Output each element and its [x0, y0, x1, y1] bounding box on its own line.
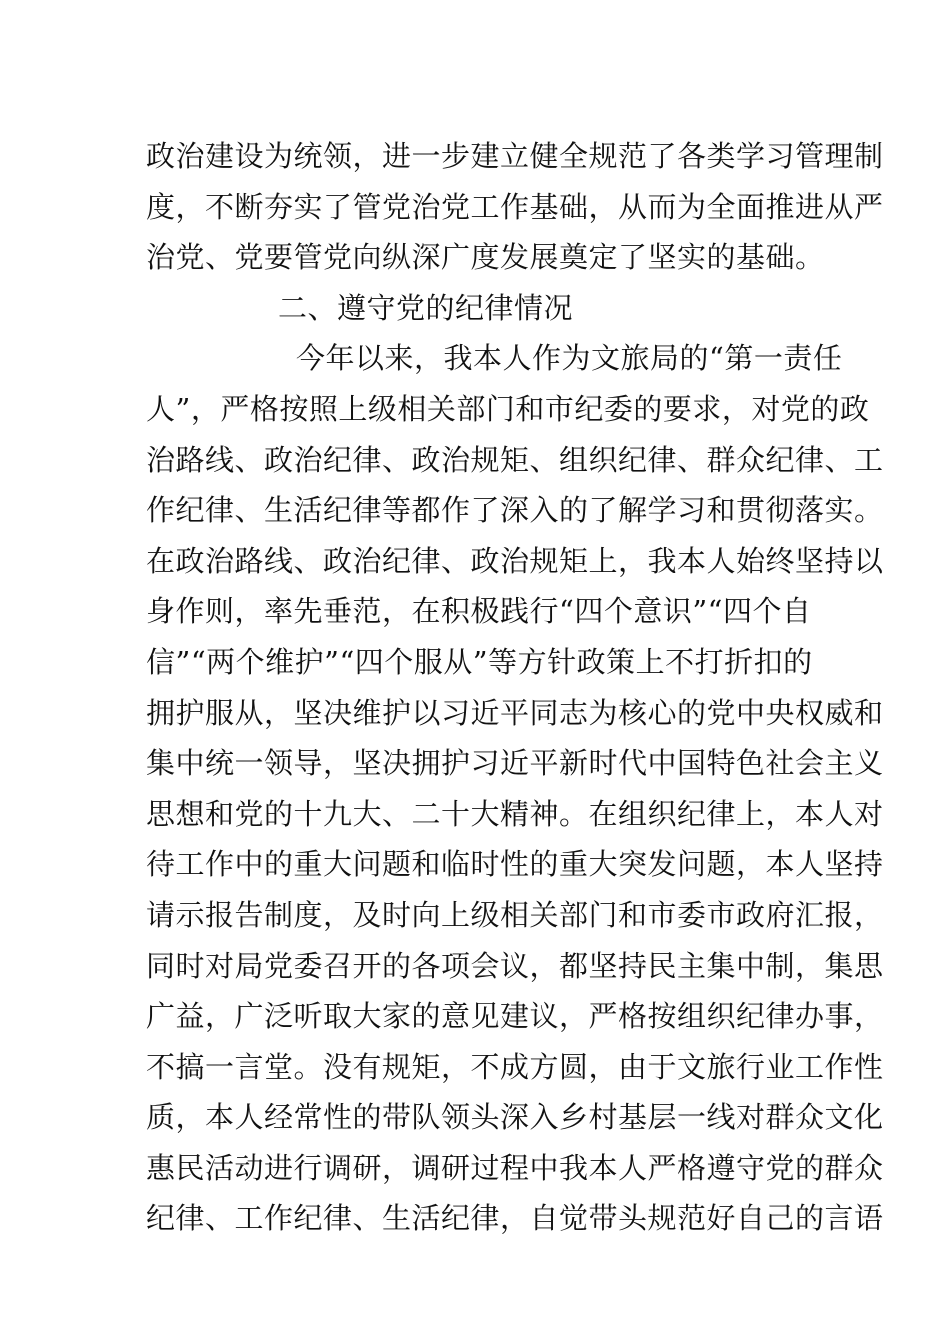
paragraph-line: 治党、党要管党向纵深广度发展奠定了坚实的基础。 — [146, 240, 825, 275]
document-body — [146, 131, 884, 1244]
paragraph-line: 思想和党的十九大、二十大精神。在组织纪律上，本人对 — [146, 796, 884, 831]
paragraph-line: 身作则，率先垂范，在积极践行“四个意识”“四个自 — [146, 594, 812, 629]
paragraph-line: 今年以来，我本人作为文旅局的“第一责任 — [296, 341, 843, 376]
paragraph-line: 质，本人经常性的带队领头深入乡村基层一线对群众文化 — [146, 1100, 884, 1135]
paragraph-line: 信”“两个维护”“四个服从”等方针政策上不打折扣的 — [146, 644, 813, 679]
section-heading: 二、遵守党的纪律情况 — [278, 290, 574, 325]
paragraph-line: 度，不断夯实了管党治党工作基础，从而为全面推进从严 — [146, 189, 884, 224]
paragraph-line: 集中统一领导，坚决拥护习近平新时代中国特色社会主义 — [146, 746, 884, 781]
paragraph-line: 作纪律、生活纪律等都作了深入的了解学习和贯彻落实。 — [146, 493, 884, 528]
paragraph-line: 不搞一言堂。没有规矩，不成方圆，由于文旅行业工作性 — [146, 1049, 884, 1084]
paragraph-line: 人”，严格按照上级相关部门和市纪委的要求，对党的政 — [146, 391, 870, 426]
paragraph-line: 同时对局党委召开的各项会议，都坚持民主集中制，集思 — [146, 948, 884, 983]
paragraph-line: 广益，广泛听取大家的意见建议，严格按组织纪律办事， — [146, 999, 884, 1034]
paragraph-line: 纪律、工作纪律、生活纪律，自觉带头规范好自己的言语 — [146, 1201, 884, 1236]
paragraph-line: 拥护服从，坚决维护以习近平同志为核心的党中央权威和 — [146, 695, 884, 730]
paragraph-line: 惠民活动进行调研，调研过程中我本人严格遵守党的群众 — [146, 1150, 884, 1185]
paragraph-line: 待工作中的重大问题和临时性的重大突发问题，本人坚持 — [146, 847, 884, 882]
paragraph-line: 请示报告制度，及时向上级相关部门和市委市政府汇报， — [146, 897, 884, 932]
paragraph-line: 治路线、政治纪律、政治规矩、组织纪律、群众纪律、工 — [146, 442, 884, 477]
paragraph-line: 在政治路线、政治纪律、政治规矩上，我本人始终坚持以 — [146, 543, 884, 578]
paragraph-line: 政治建设为统领，进一步建立健全规范了各类学习管理制 — [146, 139, 884, 173]
